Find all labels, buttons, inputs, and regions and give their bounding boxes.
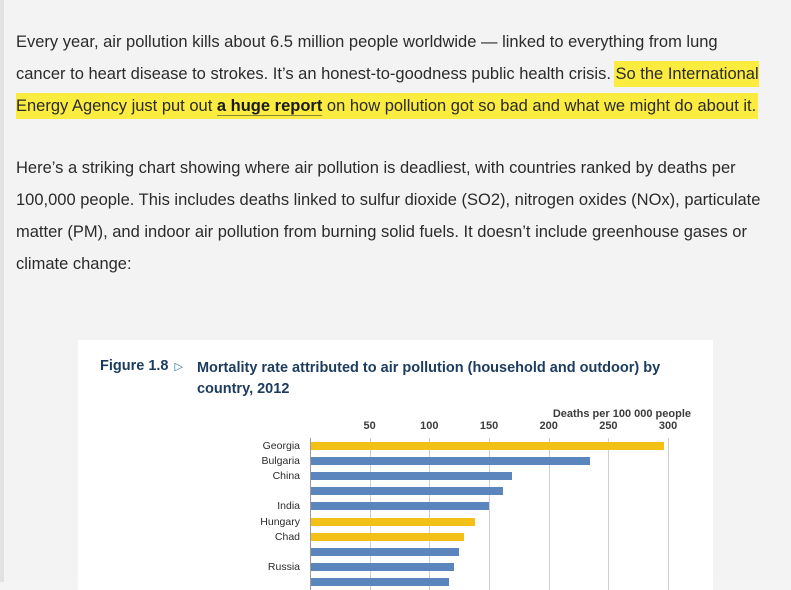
axis-unit-label: Deaths per 100 000 people: [552, 408, 691, 420]
page-left-rule: [0, 0, 4, 582]
huge-report-link[interactable]: a huge report: [216, 97, 323, 115]
chart-category-label: Bulgaria: [261, 454, 300, 467]
chart-bar: [311, 533, 464, 541]
figure-title: Mortality rate attributed to air pollution (household and outdoor) by country, 2012: [196, 360, 661, 397]
highlight-pre-text: So the International Energy Agency just put out: [16, 65, 759, 115]
chart-bar: [311, 457, 590, 465]
chart-bar: [311, 502, 489, 510]
chart-x-tick-label: 50: [363, 420, 376, 432]
chart-bar: [311, 548, 459, 556]
chart-x-tick-label: 100: [420, 420, 439, 432]
chart-category-label: India: [277, 500, 300, 513]
chart-bar: [311, 487, 503, 495]
triangle-right-icon: ▷: [174, 361, 183, 373]
chart-bar: [311, 563, 454, 571]
chart-category-label: Hungary: [260, 515, 300, 528]
chart-category-labels: [78, 438, 306, 590]
chart-category-label: Georgia: [262, 439, 300, 452]
chart-category-label: Chad: [274, 530, 300, 543]
chart-x-tick-label: 250: [599, 420, 618, 432]
chart-x-tick-label: 300: [658, 420, 678, 432]
chart-gridline: [668, 438, 669, 590]
figure-number: Figure 1.8: [100, 358, 169, 374]
paragraph-intro-text: Every year, air pollution kills about 6.5 million people worldwide — linked to everything from lung cancer to heart disease to strokes. It’s an honest-to-goodness public health crisis.: [16, 33, 718, 83]
chart-gridline: [608, 438, 609, 590]
chart-x-tick-label: 150: [479, 420, 499, 432]
paragraph-intro: [16, 26, 764, 122]
figure-card: [78, 340, 713, 590]
paragraph-chart-intro: Here’s a striking chart showing where air pollution is deadliest, with countries ranked by deaths per 100,000 people. This includes deaths linked to sulfur dioxide (SO2), nitrogen oxides (NOx), particulate matter (PM), and indoor air pollution from burning solid fuels. It doesn’t include greenhouse gases or climate change:: [16, 159, 761, 273]
highlight-post-text: on how pollution got so bad and what we might do about it.: [322, 97, 757, 115]
chart-bar: [311, 578, 449, 586]
article-body: [16, 26, 764, 310]
figure-header: [78, 340, 713, 400]
chart-bar: [311, 472, 512, 480]
chart-x-tick-label: 200: [539, 420, 558, 432]
chart-bar: [311, 518, 475, 526]
chart-category-label: China: [272, 470, 300, 482]
chart: [78, 408, 713, 590]
chart-category-label: Russia: [267, 561, 300, 574]
chart-bar: [311, 442, 664, 450]
chart-plot-area: [310, 420, 680, 590]
